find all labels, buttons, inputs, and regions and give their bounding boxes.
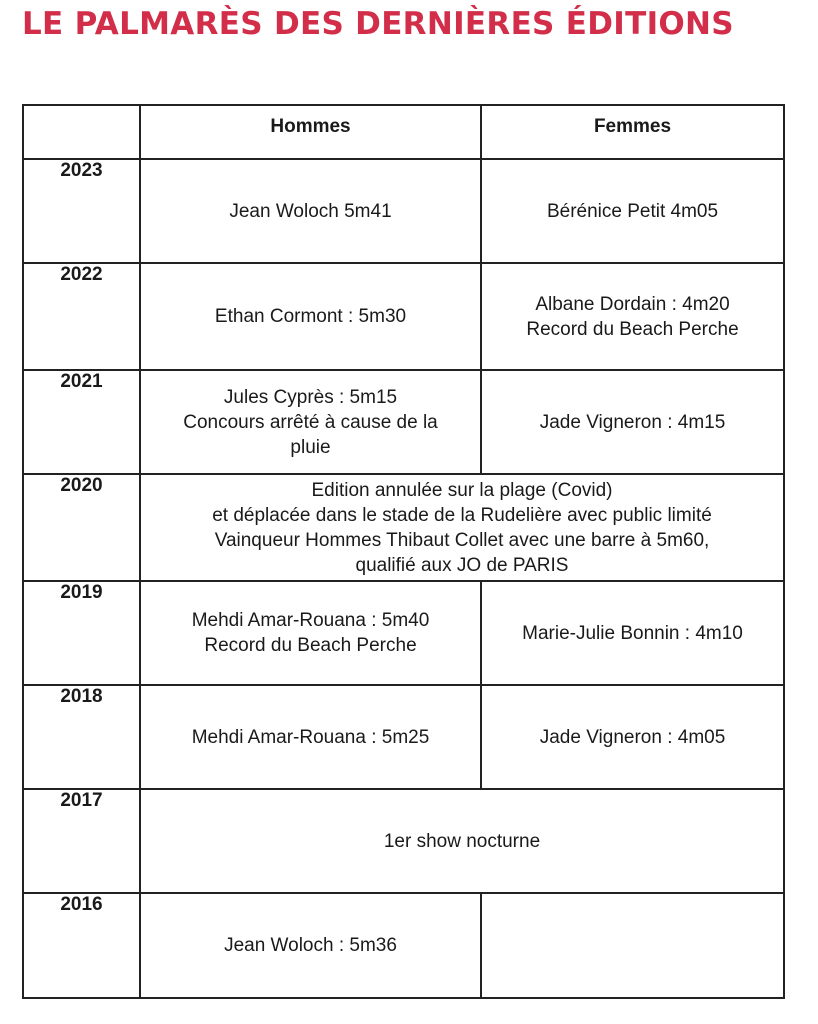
header-men: Hommes xyxy=(140,105,481,159)
cell-text: qualifié aux JO de PARIS xyxy=(355,554,569,576)
header-women: Femmes xyxy=(481,105,784,159)
men-winner-cell xyxy=(140,263,481,370)
merged-cell xyxy=(140,789,784,893)
women-winner-cell xyxy=(481,581,784,685)
table-row xyxy=(23,159,784,263)
cell-text: Vainqueur Hommes Thibaut Collet avec une barre à 5m60, xyxy=(214,529,710,551)
women-winner-cell xyxy=(481,159,784,263)
cell-text: Concours arrêté à cause de la xyxy=(183,411,438,433)
year-cell: 2019 xyxy=(23,581,140,685)
table-row xyxy=(23,581,784,685)
header-year xyxy=(23,105,140,159)
cell-text: Ethan Cormont : 5m30 xyxy=(214,306,407,327)
cell-text: Albane Dordain : 4m20 xyxy=(535,293,730,315)
women-winner-cell xyxy=(481,893,784,998)
men-winner-cell xyxy=(140,685,481,789)
cell-text: Mehdi Amar-Rouana : 5m25 xyxy=(191,726,430,748)
year-cell: 2023 xyxy=(23,159,140,263)
cell-text: Record du Beach Perche xyxy=(526,318,739,340)
men-winner-cell xyxy=(140,893,481,998)
cell-text: Jade Vigneron : 4m15 xyxy=(539,411,726,433)
year-cell: 2020 xyxy=(23,474,140,581)
men-winner-cell xyxy=(140,370,481,474)
results-table xyxy=(22,104,785,999)
year-cell: 2017 xyxy=(23,789,140,893)
cell-text: Jade Vigneron : 4m05 xyxy=(539,726,726,748)
cell-text: Marie-Julie Bonnin : 4m10 xyxy=(522,622,743,644)
cell-text: Edition annulée sur la plage (Covid) xyxy=(311,479,613,501)
men-winner-cell xyxy=(140,159,481,263)
cell-text: Jean Woloch : 5m36 xyxy=(224,935,397,956)
page-title: LE PALMARÈS DES DERNIÈRES ÉDITIONS xyxy=(22,6,734,42)
table-row xyxy=(23,370,784,474)
women-winner-cell xyxy=(481,685,784,789)
table-row xyxy=(23,685,784,789)
women-winner-cell xyxy=(481,370,784,474)
cell-text: Record du Beach Perche xyxy=(204,635,417,656)
merged-cell xyxy=(140,474,784,581)
year-cell: 2021 xyxy=(23,370,140,474)
table-row xyxy=(23,789,784,893)
year-cell: 2016 xyxy=(23,893,140,998)
table-row xyxy=(23,893,784,998)
cell-text: Jules Cyprès : 5m15 xyxy=(223,386,398,408)
women-winner-cell xyxy=(481,263,784,370)
cell-text: Mehdi Amar-Rouana : 5m40 xyxy=(191,610,430,631)
table-row xyxy=(23,263,784,370)
men-winner-cell xyxy=(140,581,481,685)
year-cell: 2022 xyxy=(23,263,140,370)
cell-text: et déplacée dans le stade de la Rudelière avec public limité xyxy=(212,504,712,526)
table-header-row xyxy=(23,105,784,159)
table-row xyxy=(23,474,784,581)
cell-text: Bérénice Petit 4m05 xyxy=(546,200,719,222)
cell-text: 1er show nocturne xyxy=(383,830,541,852)
year-cell: 2018 xyxy=(23,685,140,789)
cell-text: pluie xyxy=(290,436,331,458)
cell-text: Jean Woloch 5m41 xyxy=(229,200,392,222)
